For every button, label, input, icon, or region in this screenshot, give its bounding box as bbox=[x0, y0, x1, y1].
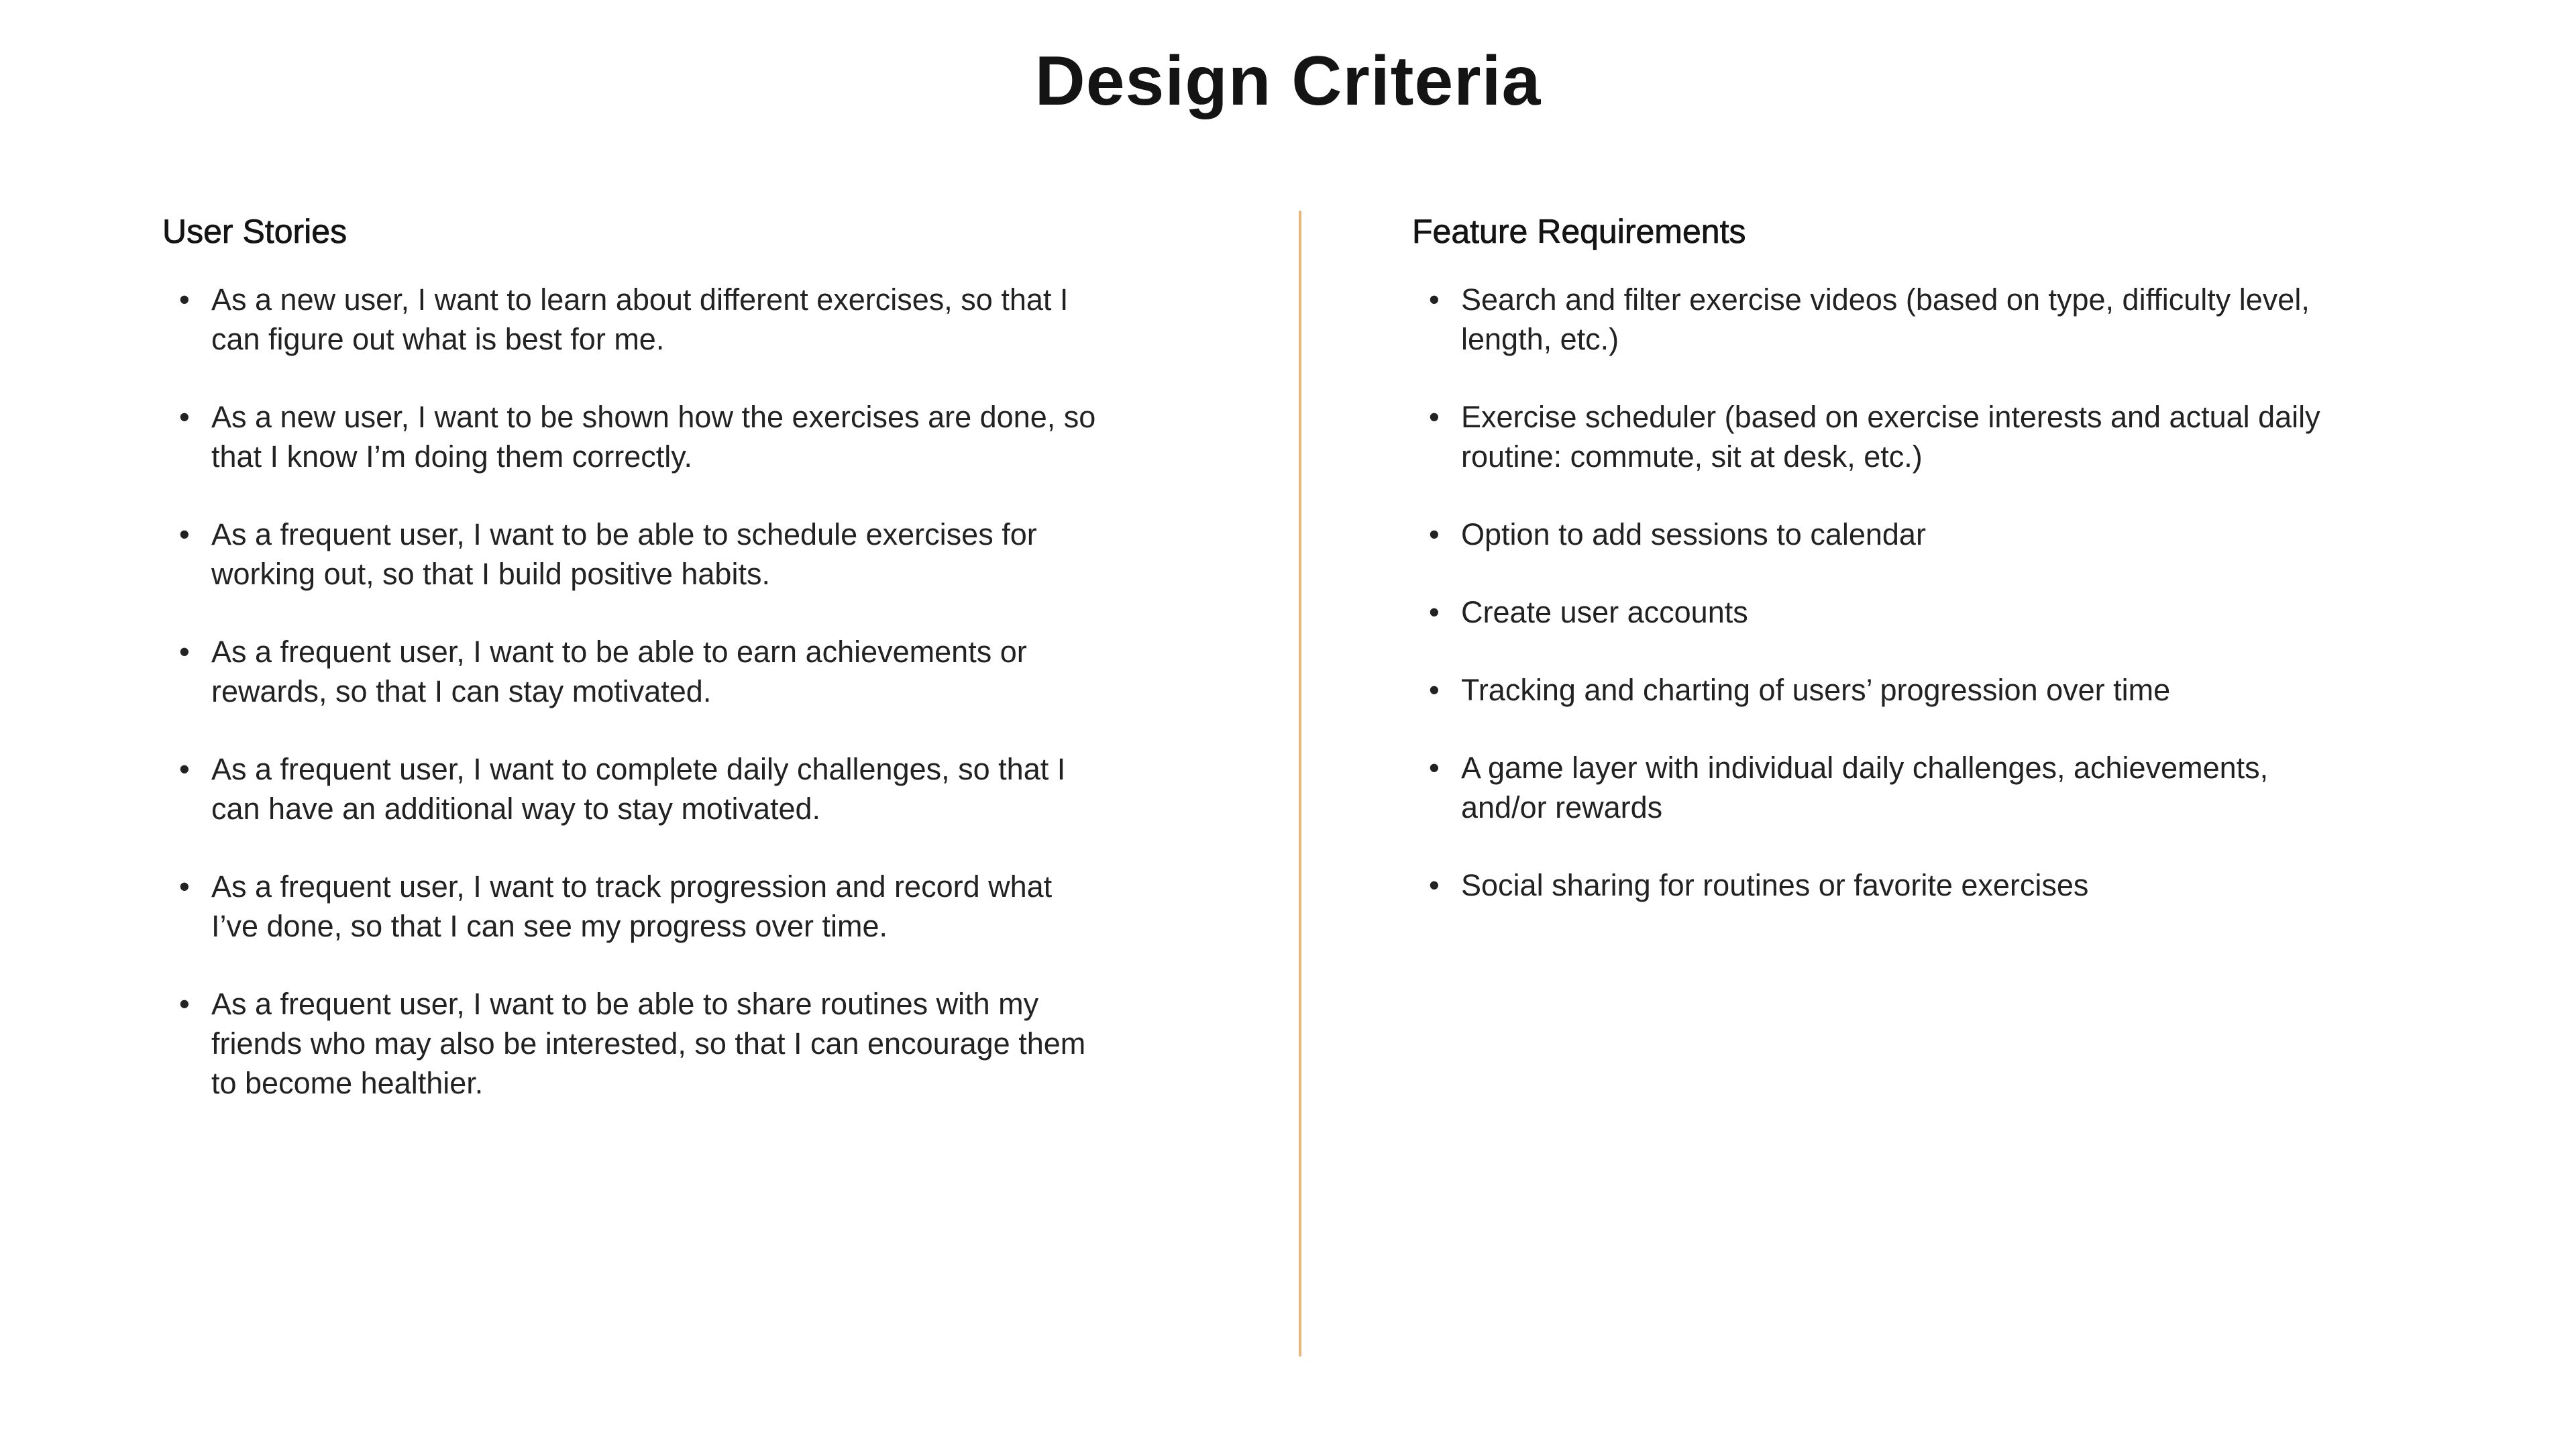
list-item bbox=[162, 749, 1102, 828]
list-item bbox=[162, 984, 1102, 1103]
bullet-icon: • bbox=[1429, 868, 1440, 902]
list-item bbox=[162, 867, 1102, 946]
list-item-text: A game layer with individual daily challenges, achievements, and/or rewards bbox=[1461, 751, 2269, 824]
list-item bbox=[162, 632, 1102, 711]
list-item bbox=[1412, 397, 2351, 476]
bullet-icon: • bbox=[1429, 282, 1440, 317]
list-item-text: Tracking and charting of users’ progression over time bbox=[1461, 673, 2171, 707]
bullet-icon: • bbox=[179, 635, 190, 669]
user-stories-list bbox=[162, 280, 1102, 1103]
bullet-icon: • bbox=[1429, 595, 1440, 629]
list-item-text: As a frequent user, I want to be able to schedule exercises for working out, so that I build positive habits. bbox=[211, 517, 1037, 591]
list-item bbox=[1412, 670, 2351, 710]
feature-requirements-heading: Feature Requirements bbox=[1412, 213, 1746, 250]
bullet-icon: • bbox=[1429, 751, 1440, 785]
list-item-text: As a frequent user, I want to be able to share routines with my friends who may also be interested, so that I can encourage them to become healthier. bbox=[211, 987, 1086, 1100]
list-item bbox=[1412, 280, 2351, 359]
bullet-icon: • bbox=[1429, 400, 1440, 434]
list-item bbox=[1412, 865, 2351, 905]
list-item-text: As a frequent user, I want to complete daily challenges, so that I can have an additional way to stay motivated. bbox=[211, 752, 1066, 826]
column-divider bbox=[1299, 211, 1301, 1356]
user-stories-section bbox=[162, 205, 1102, 1141]
list-item bbox=[1412, 748, 2351, 827]
bullet-icon: • bbox=[179, 752, 190, 786]
bullet-icon: • bbox=[179, 869, 190, 904]
list-item bbox=[162, 515, 1102, 594]
list-item-text: As a frequent user, I want to track progression and record what I’ve done, so that I can see my progress over time. bbox=[211, 869, 1053, 943]
bullet-icon: • bbox=[1429, 517, 1440, 551]
list-item-text: As a new user, I want to be shown how the exercises are done, so that I know I’m doing them correctly. bbox=[211, 400, 1096, 474]
bullet-icon: • bbox=[179, 987, 190, 1021]
feature-requirements-section bbox=[1412, 205, 2351, 943]
list-item bbox=[1412, 592, 2351, 632]
list-item-text: Social sharing for routines or favorite exercises bbox=[1461, 868, 2089, 902]
list-item bbox=[162, 397, 1102, 476]
list-item-text: As a frequent user, I want to be able to earn achievements or rewards, so that I can stay motivated. bbox=[211, 635, 1027, 708]
list-item-text: Exercise scheduler (based on exercise interests and actual daily routine: commute, sit at desk, etc.) bbox=[1461, 400, 2320, 474]
bullet-icon: • bbox=[179, 282, 190, 317]
list-item bbox=[162, 280, 1102, 359]
bullet-icon: • bbox=[1429, 673, 1440, 707]
list-item bbox=[1412, 515, 2351, 554]
bullet-icon: • bbox=[179, 400, 190, 434]
user-stories-heading: User Stories bbox=[162, 213, 347, 250]
list-item-text: Option to add sessions to calendar bbox=[1461, 517, 1926, 551]
list-item-text: As a new user, I want to learn about different exercises, so that I can figure out what is best for me. bbox=[211, 282, 1069, 356]
list-item-text: Search and filter exercise videos (based on type, difficulty level, length, etc.) bbox=[1461, 282, 2310, 356]
feature-requirements-list bbox=[1412, 280, 2351, 905]
list-item-text: Create user accounts bbox=[1461, 595, 1748, 629]
bullet-icon: • bbox=[179, 517, 190, 551]
page-title: Design Criteria bbox=[1034, 42, 1542, 120]
